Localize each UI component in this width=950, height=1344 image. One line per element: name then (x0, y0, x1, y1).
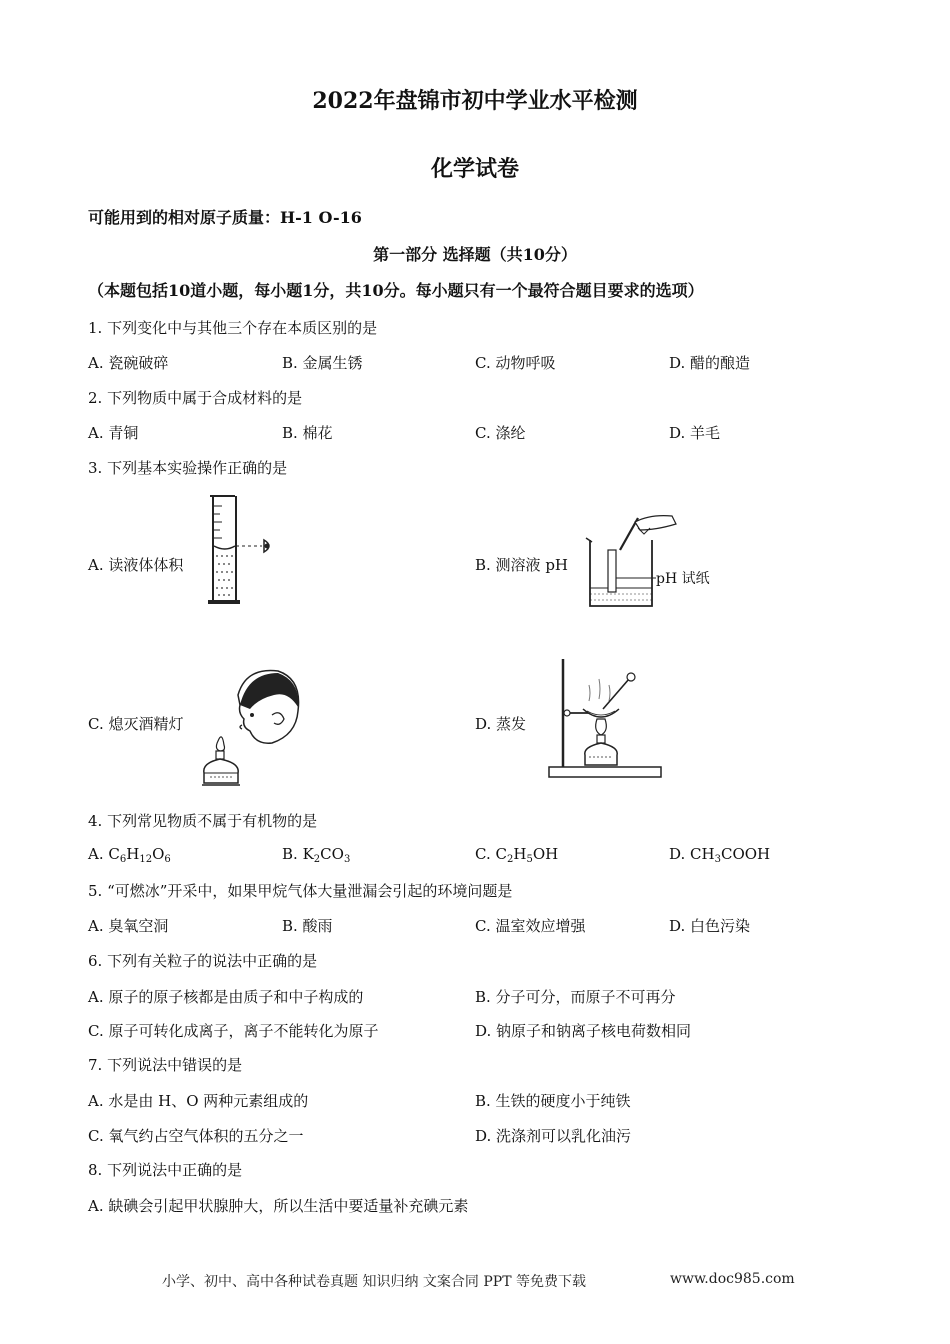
q2-option-a: A. 青铜 (88, 424, 139, 442)
q7-option-d: D. 洗涤剂可以乳化油污 (475, 1127, 632, 1145)
section-instructions: （本题包括10道小题，每小题1分，共10分。每小题只有一个最符合题目要求的选项） (88, 281, 704, 300)
q1-option-a: A. 瓷碗破碎 (88, 354, 169, 372)
q4-option-a: A. $C_6H_{12}O_6$ (88, 845, 171, 865)
q5-option-c: C. 温室效应增强 (475, 917, 586, 935)
q2-stem: 2. 下列物质中属于合成材料的是 (88, 389, 303, 407)
exam-subtitle: 化学试卷 (430, 156, 519, 182)
q1-option-c: C. 动物呼吸 (475, 354, 556, 372)
q5-option-d: D. 白色污染 (669, 917, 751, 935)
q6-option-d: D. 钠原子和钠离子核电荷数相同 (475, 1022, 692, 1040)
q3-option-b: B. 测溶液 pH (475, 556, 569, 574)
q7-stem: 7. 下列说法中错误的是 (88, 1056, 243, 1074)
q5-option-b: B. 酸雨 (282, 917, 333, 935)
q4-option-d: D. $CH_3COOH$ (669, 845, 771, 865)
q4-option-b: B. $K_2CO_3$ (282, 845, 351, 865)
q6-option-c: C. 原子可转化成离子，离子不能转化为原子 (88, 1022, 379, 1040)
q4-stem: 4. 下列常见物质不属于有机物的是 (88, 812, 318, 830)
q2-option-c: C. 涤纶 (475, 424, 526, 442)
q2-option-b: B. 棉花 (282, 424, 333, 442)
footer-text: 小学、初中、高中各种试卷真题 知识归纳 文案合同 PPT 等免费下载 (162, 1274, 586, 1290)
q3-option-d: D. 蒸发 (475, 715, 527, 733)
q1-option-d: D. 醋的酿造 (669, 354, 751, 372)
q8-option-a: A. 缺碘会引起甲状腺肿大，所以生活中要适量补充碘元素 (88, 1197, 469, 1215)
footer-url[interactable]: www.doc985.com (670, 1271, 795, 1287)
figure-ph-test (580, 510, 760, 610)
figure-evaporation (545, 655, 670, 783)
q5-option-a: A. 臭氧空洞 (88, 917, 169, 935)
figure-blow-out-lamp (198, 665, 308, 790)
q3-option-a: A. 读液体体积 (88, 556, 184, 574)
q1-stem: 1. 下列变化中与其他三个存在本质区别的是 (88, 319, 378, 337)
section-heading: 第一部分 选择题（共10分） (373, 245, 577, 264)
q6-option-b: B. 分子可分，而原子不可再分 (475, 988, 676, 1006)
q5-stem: 5. “可燃冰”开采中，如果甲烷气体大量泄漏会引起的环境问题是 (88, 882, 513, 900)
q1-option-b: B. 金属生锈 (282, 354, 363, 372)
ph-paper-label: pH 试纸 (656, 571, 710, 587)
q3-option-c: C. 熄灭酒精灯 (88, 715, 184, 733)
exam-title: 2022年盘锦市初中学业水平检测 (312, 88, 638, 114)
q7-option-a: A. 水是由 H、O 两种元素组成的 (88, 1092, 309, 1110)
q8-stem: 8. 下列说法中正确的是 (88, 1161, 243, 1179)
q2-option-d: D. 羊毛 (669, 424, 721, 442)
q3-stem: 3. 下列基本实验操作正确的是 (88, 459, 288, 477)
q6-option-a: A. 原子的原子核都是由质子和中子构成的 (88, 988, 364, 1006)
q4-option-c: C. $C_2H_5OH$ (475, 845, 559, 865)
q7-option-c: C. 氧气约占空气体积的五分之一 (88, 1127, 304, 1145)
q6-stem: 6. 下列有关粒子的说法中正确的是 (88, 952, 318, 970)
figure-graduated-cylinder (200, 492, 290, 607)
q7-option-b: B. 生铁的硬度小于纯铁 (475, 1092, 631, 1110)
atomic-mass-note: 可能用到的相对原子质量：H-1 O-16 (88, 208, 362, 227)
